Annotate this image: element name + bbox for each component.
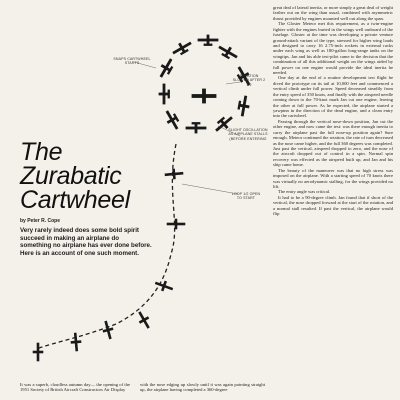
path-plane-6 xyxy=(70,333,82,352)
plane-ring-6 xyxy=(217,43,240,62)
plane-ring-5 xyxy=(186,123,206,134)
caption-snap: SNAPS CARTWHEEL STARTS xyxy=(113,57,151,66)
right-paragraph: Passing through the vertical nose-down position, Jan cut the other engine, and now came the test: was there enough inertia to carry the airplane past the full nose-up position again? Sure enough, Meteor continued the rotation, the rate of turn decreased as the nose came higher, and the full 360 degrees was completed. Just past the vertical, airspeed dropped to zero, and the nose of the aircraft dropped out of control in a spin. Normal spin recovery was effected as the airspeed built up, and Jan and his ship came home. xyxy=(273,118,393,168)
bottom-column-b xyxy=(140,382,265,393)
path-plane-4 xyxy=(135,310,153,331)
path-plane-1 xyxy=(165,168,184,180)
plane-center xyxy=(192,89,216,103)
path-plane-2 xyxy=(167,219,185,229)
plane-ring-4 xyxy=(163,109,182,132)
right-column xyxy=(273,5,393,216)
bottom-column-a xyxy=(20,382,130,393)
path-plane-3 xyxy=(154,278,174,294)
article-title xyxy=(20,140,160,212)
title-line-3: Cartwheel xyxy=(20,186,130,214)
caption-rotation: ROTATION SLOWED AFTER 2 1/2 xyxy=(232,74,266,87)
right-paragraph: great deal of lateral inertia, or more simply a great deal of weight farther out on the wing than usual, combined with asymmetric thrust provided by engines mounted well out along the span. xyxy=(273,5,393,21)
byline: by Peter R. Cope xyxy=(20,218,61,224)
plane-top xyxy=(198,35,218,46)
standfirst: Very rarely indeed does some bold spirit succeed in making an airplane do something no airplane has ever done before. Here is an account of one such moment. xyxy=(20,227,152,257)
title-line-1: The xyxy=(20,138,63,166)
bottom-paragraph-a: It was a superb, cloudless autumn day— the opening of the 1951 Society of British Aircraft Constructors Air Display xyxy=(20,382,130,393)
caption-oscillation: SLIGHT OSCILLATION AS AIRPLANE STALLS (BEFORE ENTERING xyxy=(228,128,268,141)
right-paragraph: One day at the end of a routine development test flight he dived the prototype on its tail at 10,000 feet and commenced a vertical climb under full power. Speed decreased steadily from the entry speed of 350 knots, and finally with the airspeed needle coming down to the 70-knot mark Jan cut one engine, leaving the other at full power. As he expected, the airplane started a yawpinn in the direction of the dead engine, and a clean entry into the cartwheel. xyxy=(273,75,393,119)
plane-ring-3 xyxy=(159,84,170,104)
right-paragraph: The beauty of the maneuver was that no high stress was imposed on the airplane. With a starting speed of 70 knots there was virtually no aerodynamic stalling, for the wings provided no lift. xyxy=(273,167,393,189)
right-paragraph: The entry angle was critical. xyxy=(278,189,331,195)
bottom-paragraph-b: with the nose edging up slowly until it was again pointing straight up, the airplane having completed a 360-degree xyxy=(140,382,265,393)
title-line-2: Zurabatic xyxy=(20,162,122,190)
path-plane-5 xyxy=(101,320,115,340)
caption-loop: LOOP 1/2 OPEN TO START xyxy=(231,192,261,201)
plane-ring-2 xyxy=(157,57,176,80)
path-plane-7 xyxy=(33,343,43,361)
plane-ring-8 xyxy=(237,95,251,117)
right-paragraph: The Gloster Meteor met this requirement, as a twin-engine fighter with the engines buried in the wings well outboard of the fuselage. Gloster at the time was developing a private venture ground-attack variant of the type, stressed for higher wing loads and designed to carry 16 2.75-inch rockets in external racks under each wing as well as 180-gallon long-range tanks on the wingtips. Jan and his able test-pilot came to the decision that the combination of all this additional weight on the wings aided by full power on one engine would provide the ideal inertia he needed. xyxy=(273,21,393,76)
title-block xyxy=(20,140,160,257)
plane-ring-1 xyxy=(171,39,194,58)
right-paragraph: It had to be a 90-degree climb. Jan found that if short of the vertical, the nose dropped forward at the start of the rotation, and a normal stall resulted. If past the vertical, the airplane would flip xyxy=(273,194,393,217)
